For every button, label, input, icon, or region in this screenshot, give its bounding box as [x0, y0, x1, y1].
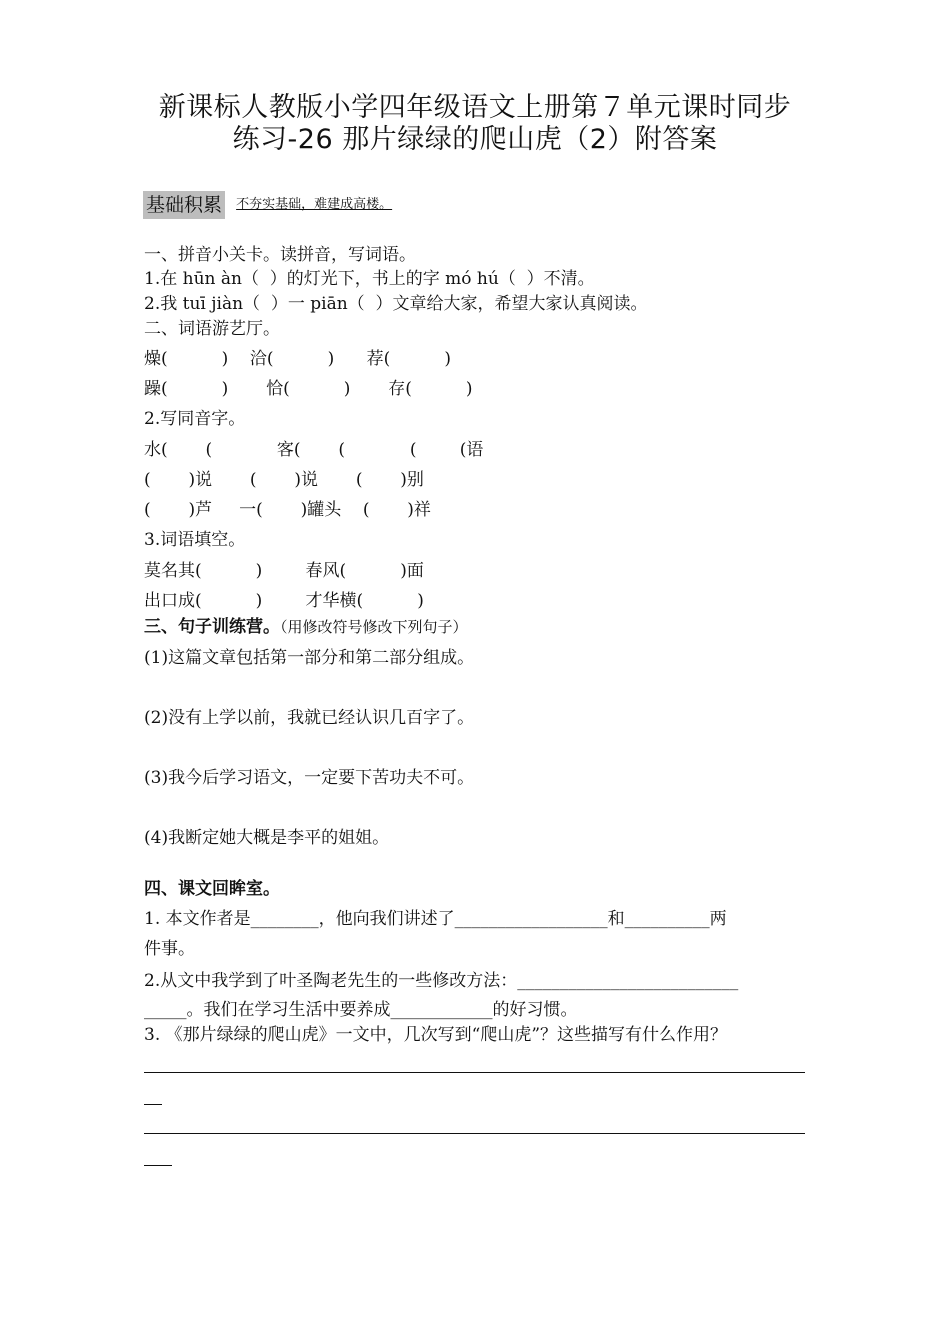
sentence-4: (4)我断定她大概是李平的姐姐。: [144, 828, 390, 848]
sentence-3: (3)我今后学习语文，一定要下苦功夫不可。: [144, 768, 475, 788]
section-banner: [143, 191, 392, 221]
question-4-2-line-1: 2.从文中我学到了叶圣陶老先生的一些修改方法：__________________________: [144, 971, 739, 991]
fill-row-2: 出口成( ) 才华横( ): [144, 591, 424, 611]
fill-row-1: 莫名其( ) 春风( )面: [144, 561, 424, 581]
question-4-3: 3. 《那片绿绿的爬山虎》一文中，几次写到“爬山虎”？这些描写有什么作用？: [144, 1025, 728, 1045]
question-4-2-line-2: _____。我们在学习生活中要养成____________的好习惯。: [144, 1000, 578, 1020]
question-4-1-line-2: 件事。: [144, 939, 195, 959]
question-1-2: 2.我 tuī jiàn（ ）一 piān（ ）文章给大家，希望大家认真阅读。: [144, 294, 648, 314]
answer-line: [144, 1133, 805, 1134]
word-row-1: 燥( ) 洽( ) 荐( ): [144, 349, 451, 369]
answer-line: [144, 1104, 162, 1105]
question-1-1: 1.在 hūn àn（ ）的灯光下，书上的字 mó hú（ ）不清。: [144, 269, 595, 289]
section-4-heading: 四、课文回眸室。: [144, 879, 280, 899]
homophone-row-1: 水( ( 客( ( ( (语: [144, 440, 484, 460]
sentence-2: (2)没有上学以前，我就已经认识几百字了。: [144, 708, 475, 728]
answer-line: [144, 1165, 172, 1166]
sentence-1: (1)这篇文章包括第一部分和第二部分组成。: [144, 648, 475, 668]
question-4-1-line-1: 1. 本文作者是________，他向我们讲述了__________________和__________两: [144, 909, 727, 929]
homophone-row-2: ( )说 ( )说 ( )别: [144, 470, 424, 490]
section-3-title: 三、句子训练营。: [144, 617, 280, 637]
page-title-line-1: 新课标人教版小学四年级语文上册第７单元课时同步: [158, 92, 792, 123]
section-2-sub-2: 2.写同音字。: [144, 409, 246, 429]
page-title-line-2: 练习-26 那片绿绿的爬山虎（2）附答案: [232, 124, 718, 155]
section-2-sub-3: 3.词语填空。: [144, 530, 246, 550]
section-1-heading: 一、拼音小关卡。读拼音，写词语。: [144, 245, 416, 265]
section-2-heading: 二、词语游艺厅。: [144, 319, 280, 339]
banner-tag: 基础积累: [143, 191, 225, 219]
section-3-note: （用修改符号修改下列句子）: [280, 618, 468, 636]
answer-line: [144, 1072, 805, 1073]
banner-motto: 不夯实基础，难建成高楼。: [236, 197, 393, 212]
word-row-2: 躁( ) 恰( ) 存( ): [144, 379, 473, 399]
homophone-row-3: ( )芦 一( )罐头 ( )祥: [144, 500, 431, 520]
section-3-heading: [144, 616, 468, 638]
